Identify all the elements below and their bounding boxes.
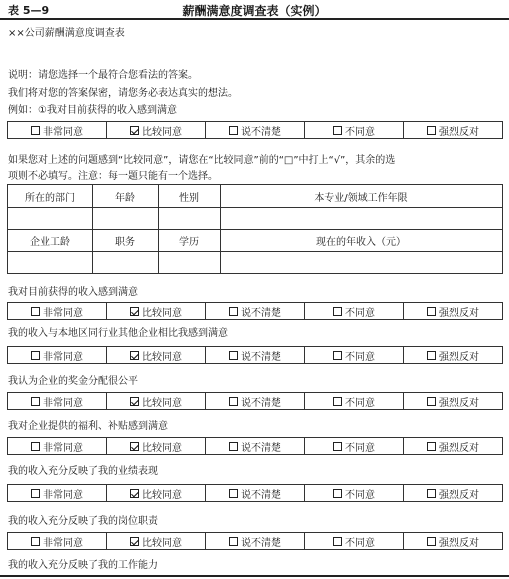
- question-text: 我的收入充分反映了我的岗位职责: [8, 516, 158, 527]
- label-work-years: 本专业/领域工作年限: [314, 192, 408, 204]
- option-label: 强烈反对: [439, 442, 479, 454]
- checkbox-icon[interactable]: [229, 397, 238, 406]
- option-label: 非常同意: [43, 489, 83, 501]
- label-company-tenure: 企业工龄: [30, 236, 70, 248]
- field-company-tenure[interactable]: [8, 251, 92, 273]
- question-text: 我认为企业的奖金分配很公平: [8, 376, 138, 387]
- checkbox-icon[interactable]: [229, 537, 238, 546]
- option-label: 不同意: [345, 537, 375, 549]
- option-4[interactable]: [404, 122, 502, 138]
- option-label: 不同意: [345, 126, 375, 138]
- answer-options-row: [7, 532, 503, 550]
- answer-options-row: [7, 346, 503, 364]
- option-label: 说不清楚: [241, 397, 281, 409]
- checkbox-icon[interactable]: [427, 351, 436, 360]
- checked-checkbox-icon[interactable]: [130, 442, 139, 451]
- question-text: 我对企业提供的福利、补贴感到满意: [8, 421, 168, 432]
- option-label: 比较同意: [142, 351, 182, 363]
- field-gender[interactable]: [158, 207, 220, 229]
- label-department: 所在的部门: [25, 192, 75, 204]
- checkbox-icon[interactable]: [31, 489, 40, 498]
- checkbox-icon[interactable]: [333, 442, 342, 451]
- option-4[interactable]: [404, 347, 502, 363]
- example-options-row: [7, 121, 503, 139]
- checkbox-icon[interactable]: [229, 126, 238, 135]
- checkbox-icon[interactable]: [229, 307, 238, 316]
- personal-info-table: [7, 184, 503, 274]
- option-label: 强烈反对: [439, 489, 479, 501]
- checked-checkbox-icon[interactable]: [130, 489, 139, 498]
- option-1[interactable]: [107, 485, 206, 501]
- option-1[interactable]: [107, 438, 206, 454]
- checkbox-icon[interactable]: [427, 537, 436, 546]
- option-0[interactable]: [8, 303, 107, 319]
- option-4[interactable]: [404, 393, 502, 409]
- checkbox-icon[interactable]: [229, 489, 238, 498]
- checked-checkbox-icon[interactable]: [130, 307, 139, 316]
- option-label: 比较同意: [142, 489, 182, 501]
- field-work-years[interactable]: [220, 207, 502, 229]
- option-label: 不同意: [345, 397, 375, 409]
- label-education: 学历: [179, 236, 199, 248]
- question-text: 我对目前获得的收入感到满意: [8, 287, 138, 298]
- answer-options-row: [7, 392, 503, 410]
- option-3[interactable]: [305, 485, 404, 501]
- option-0[interactable]: [8, 122, 107, 138]
- instruction-1: 说明：请您选择一个最符合您看法的答案。: [8, 70, 198, 81]
- field-department[interactable]: [8, 207, 92, 229]
- field-position[interactable]: [92, 251, 158, 273]
- option-1[interactable]: [107, 122, 206, 138]
- option-3[interactable]: [305, 393, 404, 409]
- option-4[interactable]: [404, 438, 502, 454]
- checkbox-icon[interactable]: [31, 442, 40, 451]
- option-label: 不同意: [345, 442, 375, 454]
- page-title: 薪酬满意度调查表（实例）: [182, 4, 327, 18]
- option-label: 比较同意: [142, 442, 182, 454]
- option-label: 说不清楚: [241, 489, 281, 501]
- option-1[interactable]: [107, 347, 206, 363]
- note-line-2: 项则不必填写。注意：每一题只能有一个选择。: [8, 171, 218, 182]
- option-0[interactable]: [8, 485, 107, 501]
- field-annual-income[interactable]: [220, 251, 502, 273]
- checkbox-icon[interactable]: [333, 397, 342, 406]
- checked-checkbox-icon[interactable]: [130, 351, 139, 360]
- checkbox-icon[interactable]: [427, 307, 436, 316]
- option-label: 说不清楚: [241, 126, 281, 138]
- option-label: 非常同意: [43, 442, 83, 454]
- option-label: 强烈反对: [439, 126, 479, 138]
- checkbox-icon[interactable]: [31, 351, 40, 360]
- checkbox-icon[interactable]: [31, 397, 40, 406]
- option-0[interactable]: [8, 438, 107, 454]
- option-0[interactable]: [8, 533, 107, 549]
- checkbox-icon[interactable]: [31, 126, 40, 135]
- option-2[interactable]: [206, 347, 305, 363]
- page-header: [0, 0, 509, 20]
- checkbox-icon[interactable]: [427, 397, 436, 406]
- option-label: 强烈反对: [439, 537, 479, 549]
- label-annual-income: 现在的年收入（元）: [316, 236, 406, 248]
- option-2[interactable]: [206, 303, 305, 319]
- option-4[interactable]: [404, 533, 502, 549]
- checked-checkbox-icon[interactable]: [130, 397, 139, 406]
- checked-checkbox-icon[interactable]: [130, 126, 139, 135]
- option-label: 说不清楚: [241, 537, 281, 549]
- option-label: 比较同意: [142, 126, 182, 138]
- option-3[interactable]: [305, 438, 404, 454]
- option-label: 比较同意: [142, 397, 182, 409]
- option-1[interactable]: [107, 533, 206, 549]
- checked-checkbox-icon[interactable]: [130, 537, 139, 546]
- answer-options-row: [7, 302, 503, 320]
- option-3[interactable]: [305, 303, 404, 319]
- option-label: 非常同意: [43, 397, 83, 409]
- option-2[interactable]: [206, 393, 305, 409]
- table-number: 表 5—9: [8, 4, 50, 17]
- example-text: 例如：①我对目前获得的收入感到满意: [8, 105, 177, 116]
- option-3[interactable]: [305, 347, 404, 363]
- checkbox-icon[interactable]: [333, 307, 342, 316]
- instruction-2: 我们将对您的答案保密，请您务必表达真实的想法。: [8, 88, 238, 99]
- option-label: 不同意: [345, 489, 375, 501]
- option-1[interactable]: [107, 303, 206, 319]
- option-label: 比较同意: [142, 537, 182, 549]
- option-3[interactable]: [305, 533, 404, 549]
- option-label: 非常同意: [43, 126, 83, 138]
- option-2[interactable]: [206, 485, 305, 501]
- label-position: 职务: [115, 236, 135, 248]
- checkbox-icon[interactable]: [333, 351, 342, 360]
- option-label: 说不清楚: [241, 307, 281, 319]
- checkbox-icon[interactable]: [333, 489, 342, 498]
- option-2[interactable]: [206, 122, 305, 138]
- bottom-rule: [0, 575, 509, 577]
- question-text: 我的收入充分反映了我的业绩表现: [8, 466, 158, 477]
- option-label: 不同意: [345, 351, 375, 363]
- option-label: 说不清楚: [241, 351, 281, 363]
- label-gender: 性别: [179, 192, 199, 204]
- field-education[interactable]: [158, 251, 220, 273]
- option-label: 强烈反对: [439, 397, 479, 409]
- note-line-1: 如果您对上述的问题感到“比较同意”，请您在“比较同意”前的“□”中打上“√”，其余的选: [8, 155, 396, 166]
- checkbox-icon[interactable]: [229, 351, 238, 360]
- option-3[interactable]: [305, 122, 404, 138]
- checkbox-icon[interactable]: [427, 126, 436, 135]
- answer-options-row: [7, 437, 503, 455]
- option-label: 强烈反对: [439, 307, 479, 319]
- checkbox-icon[interactable]: [31, 307, 40, 316]
- checkbox-icon[interactable]: [427, 489, 436, 498]
- option-4[interactable]: [404, 485, 502, 501]
- option-1[interactable]: [107, 393, 206, 409]
- option-4[interactable]: [404, 303, 502, 319]
- option-label: 非常同意: [43, 307, 83, 319]
- checkbox-icon[interactable]: [333, 126, 342, 135]
- answer-options-row: [7, 484, 503, 502]
- checkbox-icon[interactable]: [333, 537, 342, 546]
- option-label: 说不清楚: [241, 442, 281, 454]
- option-0[interactable]: [8, 347, 107, 363]
- option-label: 不同意: [345, 307, 375, 319]
- label-age: 年龄: [115, 192, 135, 204]
- field-age[interactable]: [92, 207, 158, 229]
- form-title: ××公司薪酬满意度调查表: [8, 28, 125, 39]
- option-label: 非常同意: [43, 537, 83, 549]
- option-label: 比较同意: [142, 307, 182, 319]
- option-2[interactable]: [206, 533, 305, 549]
- option-label: 强烈反对: [439, 351, 479, 363]
- option-0[interactable]: [8, 393, 107, 409]
- question-text: 我的收入充分反映了我的工作能力: [8, 560, 158, 571]
- checkbox-icon[interactable]: [427, 442, 436, 451]
- question-text: 我的收入与本地区同行业其他企业相比我感到满意: [8, 328, 228, 339]
- option-label: 非常同意: [43, 351, 83, 363]
- checkbox-icon[interactable]: [229, 442, 238, 451]
- checkbox-icon[interactable]: [31, 537, 40, 546]
- option-2[interactable]: [206, 438, 305, 454]
